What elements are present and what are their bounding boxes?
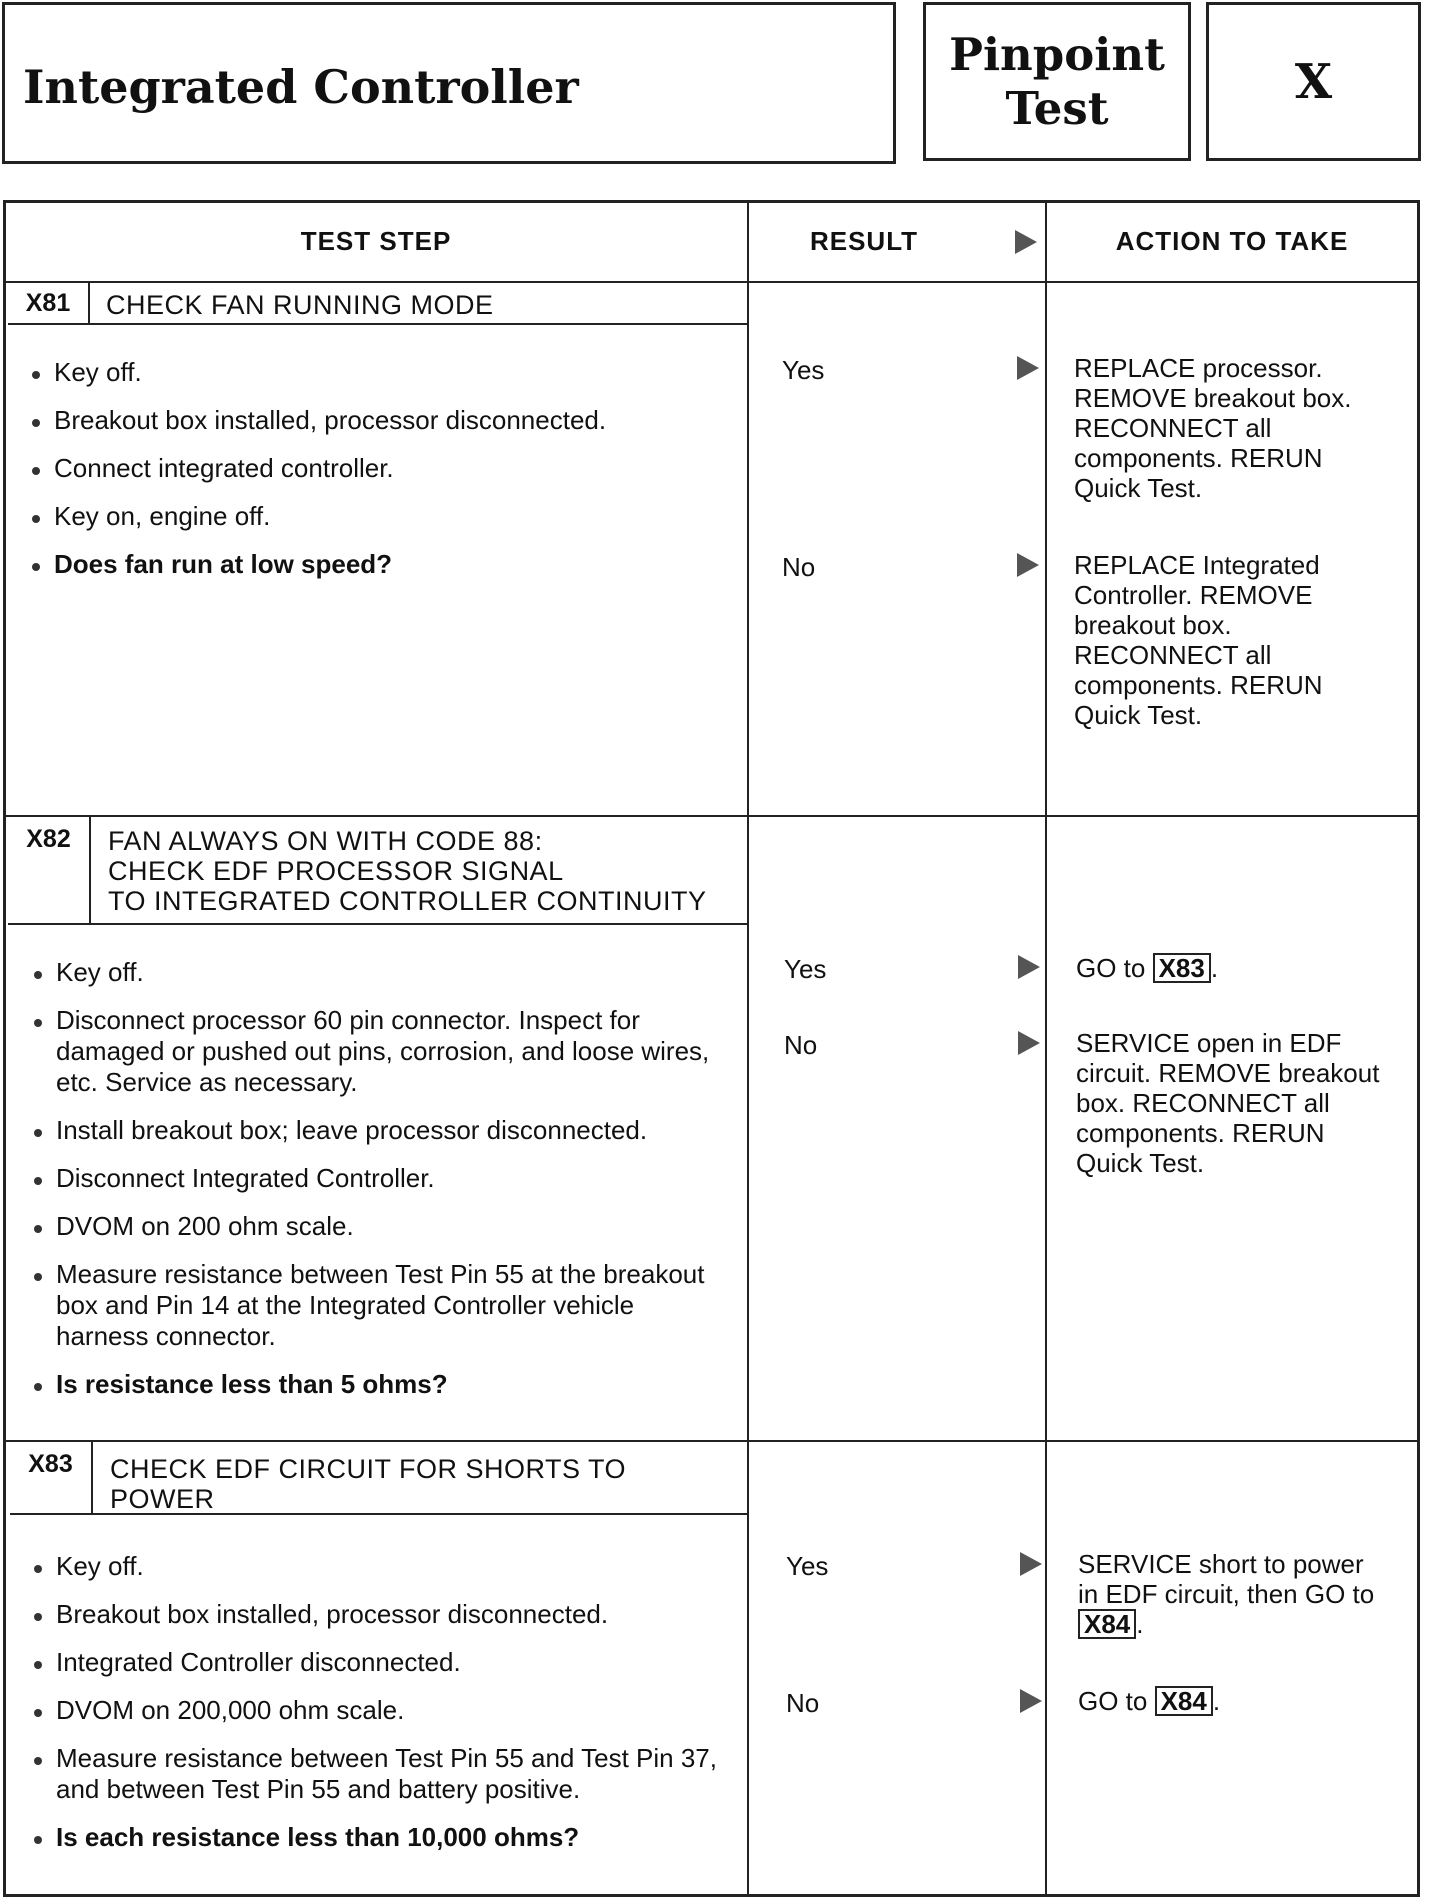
column-divider	[1045, 200, 1047, 1897]
instruction: Disconnect processor 60 pin connector. Inspect for damaged or pushed out pins, corrosion, and loose wires, etc. Service as necessary.	[26, 1005, 731, 1098]
column-divider	[747, 200, 749, 1897]
instruction: Key off.	[26, 957, 731, 988]
step-ref-x84[interactable]: X84	[1155, 1686, 1213, 1716]
step-divider	[3, 815, 1420, 817]
result-no: No	[782, 552, 816, 582]
instruction: DVOM on 200 ohm scale.	[26, 1211, 731, 1242]
instruction: Connect integrated controller.	[24, 453, 734, 484]
step-title	[108, 826, 707, 916]
column-head-action: ACTION TO TAKE	[1115, 225, 1349, 256]
step-title-line: FAN ALWAYS ON WITH CODE 88:	[108, 826, 543, 856]
result-yes: Yes	[784, 954, 827, 984]
test-letter-box	[1206, 2, 1421, 161]
instruction: Breakout box installed, processor disconnected.	[26, 1599, 736, 1630]
action-text	[1078, 1686, 1388, 1716]
result-no: No	[786, 1688, 820, 1718]
instruction: Measure resistance between Test Pin 55 at the breakout box and Pin 14 at the Integrated Controller vehicle harness connector.	[26, 1259, 731, 1352]
result-yes: Yes	[786, 1551, 829, 1581]
instruction: Integrated Controller disconnected.	[26, 1647, 736, 1678]
instruction: DVOM on 200,000 ohm scale.	[26, 1695, 736, 1726]
arrow-icon	[1017, 553, 1039, 577]
step-instructions	[26, 1551, 736, 1870]
result-no: No	[784, 1030, 818, 1060]
step-divider	[3, 1440, 1420, 1442]
step-id-divider	[88, 281, 90, 323]
step-title-line: POWER	[110, 1484, 215, 1514]
step-id-divider	[91, 1440, 93, 1513]
action-suffix: .	[1212, 1686, 1221, 1716]
step-ref-x84[interactable]: X84	[1078, 1609, 1136, 1639]
action-text: SERVICE open in EDF circuit. REMOVE breakout box. RECONNECT all components. RERUN Quick Test.	[1076, 1028, 1380, 1178]
action-suffix: .	[1210, 953, 1219, 983]
step-question: Is each resistance less than 10,000 ohms?	[26, 1822, 736, 1853]
action-prefix: GO to	[1076, 953, 1146, 983]
step-question: Is resistance less than 5 ohms?	[26, 1369, 731, 1400]
arrow-icon	[1020, 1689, 1042, 1713]
step-instructions	[26, 957, 731, 1417]
step-title-underline	[8, 323, 747, 325]
step-title	[110, 1454, 626, 1514]
arrow-icon	[1018, 955, 1040, 979]
instruction: Install breakout box; leave processor disconnected.	[26, 1115, 731, 1146]
instruction: Key on, engine off.	[24, 501, 734, 532]
page-title	[2, 2, 896, 164]
test-label: Test	[1005, 81, 1109, 135]
step-title-line: TO INTEGRATED CONTROLLER CONTINUITY	[108, 886, 707, 916]
action-text: REPLACE processor. REMOVE breakout box. RECONNECT all components. RERUN Quick Test.	[1074, 353, 1352, 503]
instruction: Key off.	[26, 1551, 736, 1582]
page-title-text: Integrated Controller	[23, 60, 579, 114]
action-text	[1078, 1549, 1388, 1639]
action-text: REPLACE Integrated Controller. REMOVE breakout box. RECONNECT all components. RERUN Quick Test.	[1074, 550, 1323, 730]
arrow-icon	[1020, 1552, 1042, 1576]
step-title: CHECK FAN RUNNING MODE	[106, 290, 494, 320]
action-text	[1076, 953, 1386, 983]
step-id: X81	[25, 289, 71, 317]
arrow-icon	[1017, 356, 1039, 380]
arrow-icon	[1015, 230, 1037, 254]
step-instructions	[24, 357, 734, 597]
step-id: X82	[26, 825, 71, 853]
step-title-line: CHECK EDF PROCESSOR SIGNAL	[108, 856, 564, 886]
instruction: Breakout box installed, processor disconnected.	[24, 405, 734, 436]
arrow-icon	[1018, 1031, 1040, 1055]
result-yes: Yes	[782, 355, 825, 385]
action-prefix: GO to	[1078, 1686, 1148, 1716]
step-title-underline	[8, 923, 747, 925]
step-title-line: CHECK EDF CIRCUIT FOR SHORTS TO	[110, 1454, 627, 1484]
action-prefix: SERVICE short to power in EDF circuit, then GO to	[1078, 1549, 1375, 1609]
test-letter: X	[1294, 53, 1333, 110]
step-id: X83	[28, 1450, 73, 1478]
instruction: Key off.	[24, 357, 734, 388]
pinpoint-test-box	[923, 2, 1191, 161]
column-head-test-step: TEST STEP	[300, 225, 452, 256]
instruction: Measure resistance between Test Pin 55 and Test Pin 37, and between Test Pin 55 and battery positive.	[26, 1743, 736, 1805]
step-id-divider	[89, 815, 91, 923]
pinpoint-label: Pinpoint	[949, 27, 1165, 81]
column-head-result: RESULT	[809, 225, 919, 256]
instruction: Disconnect Integrated Controller.	[26, 1163, 731, 1194]
step-question: Does fan run at low speed?	[24, 549, 734, 580]
action-suffix: .	[1136, 1609, 1144, 1639]
step-ref-x83[interactable]: X83	[1153, 953, 1211, 983]
